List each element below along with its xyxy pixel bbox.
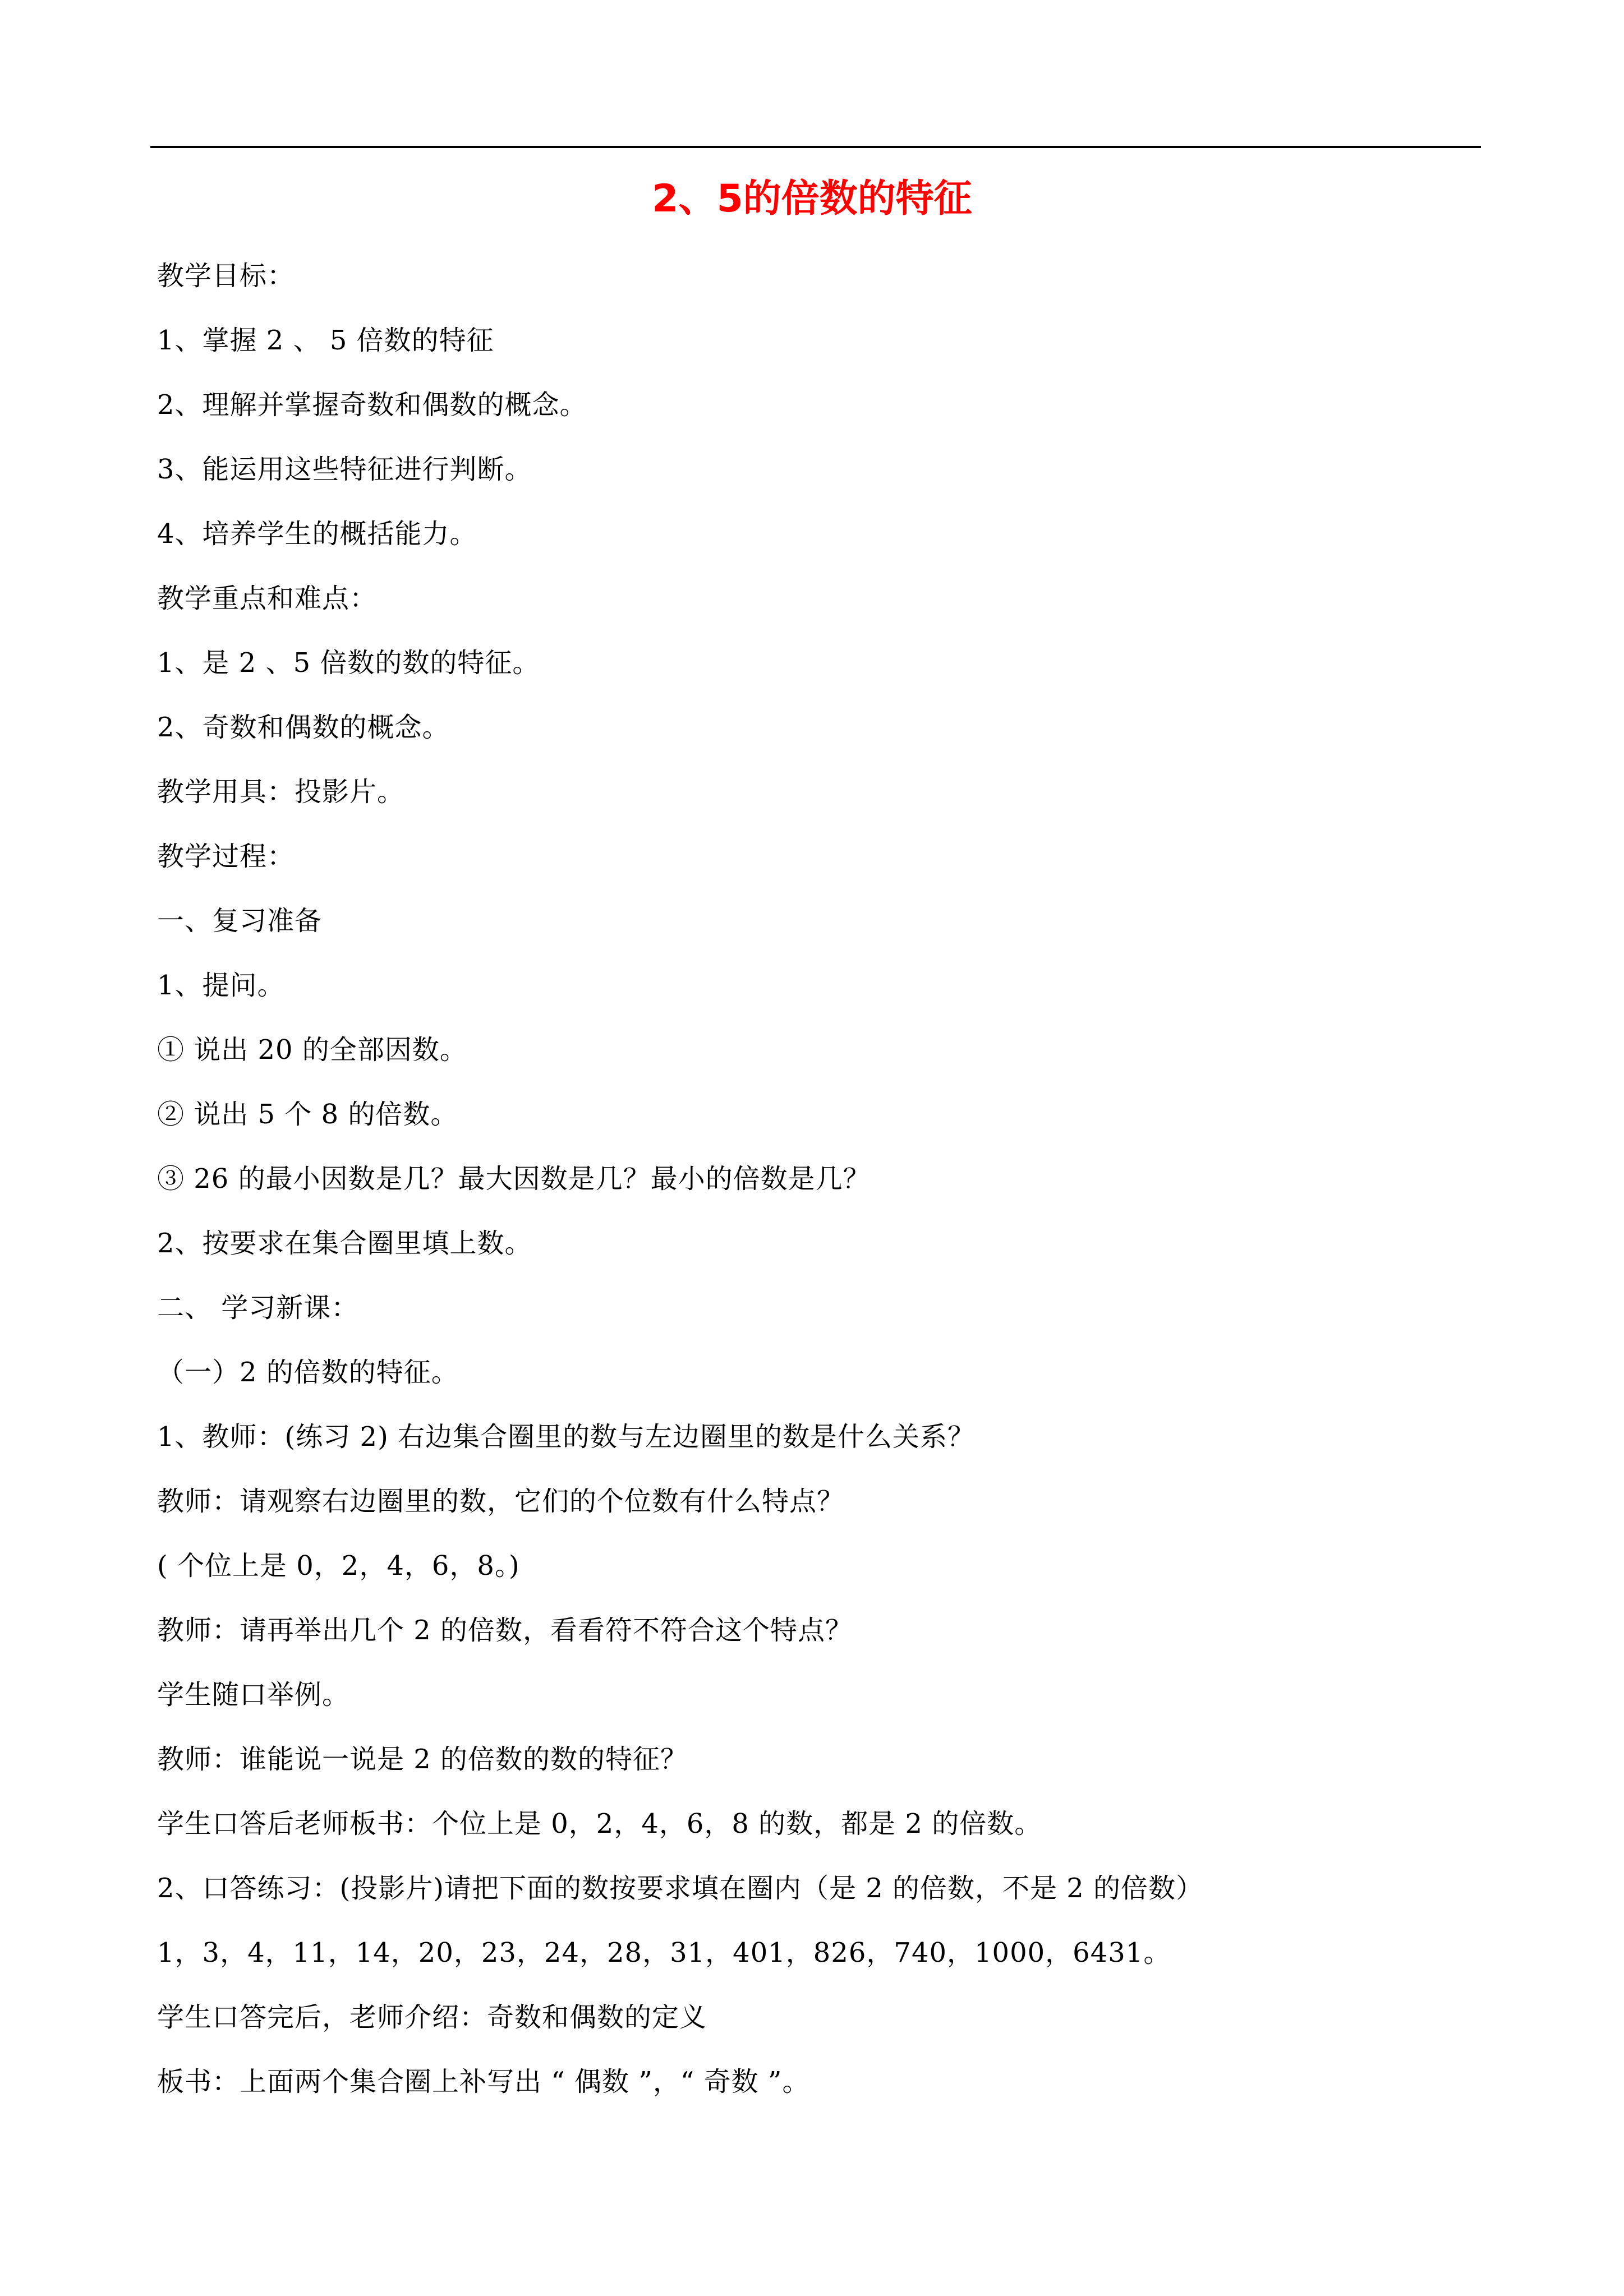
text-line: 学生随口举例。 bbox=[157, 1679, 350, 1711]
text-line: 1、教师：(练习 2) 右边集合圈里的数与左边圈里的数是什么关系？ bbox=[157, 1421, 976, 1453]
text-line: 2、口答练习：(投影片)请把下面的数按要求填在圈内（是 2 的倍数，不是 2 的倍数） bbox=[157, 1873, 1204, 1904]
text-line: 教师：请观察右边圈里的数，它们的个位数有什么特点？ bbox=[157, 1486, 845, 1517]
text-line: 2、奇数和偶数的概念。 bbox=[157, 712, 450, 743]
text-line: 教师：谁能说一说是 2 的倍数的数的特征？ bbox=[157, 1744, 688, 1775]
text-line: 教学过程： bbox=[157, 841, 295, 872]
text-line: 教学目标： bbox=[157, 260, 295, 292]
text-line: 1、掌握 2 、 5 倍数的特征 bbox=[157, 325, 494, 356]
text-line: 1、是 2 、5 倍数的数的特征。 bbox=[157, 647, 540, 679]
text-line: 1，3，4，11，14，20，23，24，28，31，401，826，740，1000，6431。 bbox=[157, 1937, 1171, 1968]
text-line: 2、理解并掌握奇数和偶数的概念。 bbox=[157, 389, 587, 421]
text-line: ① 说出 20 的全部因数。 bbox=[157, 1034, 467, 1066]
text-line: 教学重点和难点： bbox=[157, 583, 378, 614]
text-line: 学生口答后老师板书：个位上是 0，2，4，6，8 的数，都是 2 的倍数。 bbox=[157, 1808, 1042, 1839]
text-line: 二、 学习新课： bbox=[157, 1292, 359, 1324]
text-line: 一、复习准备 bbox=[157, 905, 323, 937]
text-line: ③ 26 的最小因数是几？最大因数是几？最小的倍数是几？ bbox=[157, 1163, 871, 1195]
text-line: 2、按要求在集合圈里填上数。 bbox=[157, 1228, 532, 1259]
text-line: 3、能运用这些特征进行判断。 bbox=[157, 454, 532, 485]
text-line: 教师：请再举出几个 2 的倍数，看看符不符合这个特点？ bbox=[157, 1615, 853, 1646]
document-title: 2、5的倍数的特征 bbox=[652, 177, 972, 221]
document-body bbox=[157, 250, 1481, 2120]
text-line: 教学用具：投影片。 bbox=[157, 776, 405, 808]
text-line: ( 个位上是 0，2，4，6，8。) bbox=[157, 1550, 520, 1582]
text-line: （一）2 的倍数的特征。 bbox=[157, 1357, 459, 1388]
text-line: 板书：上面两个集合圈上补写出 “ 偶数 ”，“ 奇数 ”。 bbox=[157, 2066, 810, 2097]
text-line: ② 说出 5 个 8 的倍数。 bbox=[157, 1099, 458, 1130]
text-line: 1、提问。 bbox=[157, 970, 285, 1001]
header-rule bbox=[150, 146, 1481, 148]
text-line: 4、培养学生的概括能力。 bbox=[157, 518, 477, 550]
text-line: 学生口答完后，老师介绍：奇数和偶数的定义 bbox=[157, 2002, 707, 2033]
